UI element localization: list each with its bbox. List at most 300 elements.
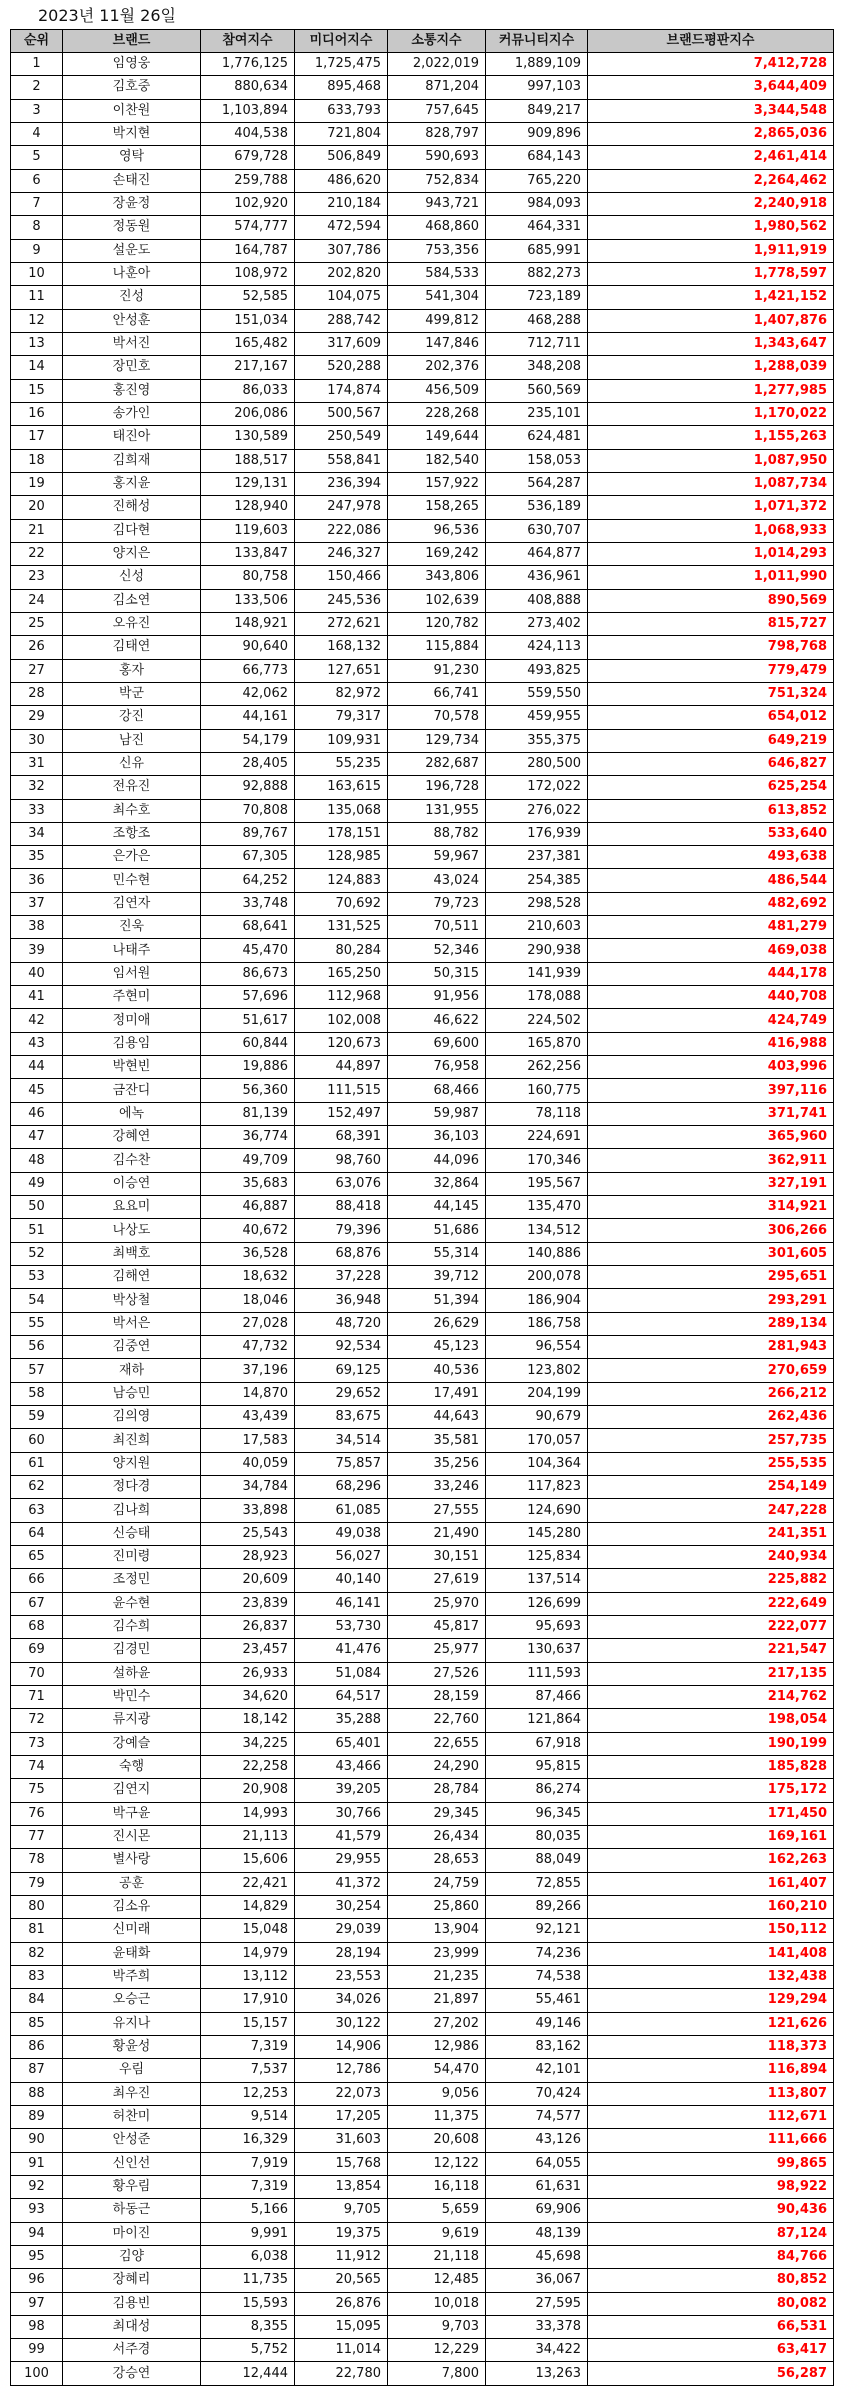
table-row: [11, 2362, 834, 2385]
cell-rank: 78: [11, 1849, 63, 1872]
cell-community: 48,139: [486, 2222, 588, 2245]
cell-media: 53,730: [295, 1615, 388, 1638]
cell-brand: 공훈: [63, 1872, 201, 1895]
cell-participation: 80,758: [201, 566, 295, 589]
cell-rank: 8: [11, 216, 63, 239]
cell-reputation: 3,344,548: [588, 99, 834, 122]
cell-participation: 130,589: [201, 426, 295, 449]
cell-community: 13,263: [486, 2362, 588, 2385]
cell-participation: 56,360: [201, 1079, 295, 1102]
cell-brand: 나태주: [63, 939, 201, 962]
cell-community: 95,693: [486, 1615, 588, 1638]
cell-community: 69,906: [486, 2199, 588, 2222]
cell-reputation: 371,741: [588, 1102, 834, 1125]
table-row: [11, 1079, 834, 1102]
cell-reputation: 255,535: [588, 1452, 834, 1475]
cell-community: 210,603: [486, 916, 588, 939]
cell-rank: 47: [11, 1126, 63, 1149]
cell-community: 178,088: [486, 986, 588, 1009]
cell-participation: 40,672: [201, 1219, 295, 1242]
table-row: [11, 542, 834, 565]
cell-participation: 5,166: [201, 2199, 295, 2222]
table-row: [11, 169, 834, 192]
cell-reputation: 217,135: [588, 1662, 834, 1685]
cell-communication: 70,511: [388, 916, 486, 939]
cell-communication: 28,159: [388, 1685, 486, 1708]
table-row: [11, 589, 834, 612]
cell-communication: 7,800: [388, 2362, 486, 2385]
cell-rank: 44: [11, 1056, 63, 1079]
cell-participation: 86,673: [201, 962, 295, 985]
cell-community: 33,378: [486, 2315, 588, 2338]
cell-communication: 36,103: [388, 1126, 486, 1149]
header-participation-index: 참여지수: [201, 30, 295, 53]
table-row: [11, 239, 834, 262]
table-row: [11, 1196, 834, 1219]
cell-communication: 468,860: [388, 216, 486, 239]
cell-community: 630,707: [486, 519, 588, 542]
cell-brand: 숙행: [63, 1755, 201, 1778]
table-row: [11, 53, 834, 76]
cell-brand: 요요미: [63, 1196, 201, 1219]
cell-participation: 92,888: [201, 776, 295, 799]
cell-participation: 164,787: [201, 239, 295, 262]
cell-media: 82,972: [295, 682, 388, 705]
cell-communication: 45,123: [388, 1336, 486, 1359]
cell-communication: 149,644: [388, 426, 486, 449]
cell-participation: 17,910: [201, 1989, 295, 2012]
table-row: [11, 449, 834, 472]
cell-community: 170,057: [486, 1429, 588, 1452]
table-row: [11, 869, 834, 892]
cell-media: 56,027: [295, 1546, 388, 1569]
cell-communication: 27,619: [388, 1569, 486, 1592]
cell-brand: 윤태화: [63, 1942, 201, 1965]
cell-brand: 박군: [63, 682, 201, 705]
cell-communication: 24,290: [388, 1755, 486, 1778]
cell-brand: 주현미: [63, 986, 201, 1009]
cell-media: 23,553: [295, 1965, 388, 1988]
cell-communication: 590,693: [388, 146, 486, 169]
cell-community: 135,470: [486, 1196, 588, 1219]
cell-community: 254,385: [486, 869, 588, 892]
table-row: [11, 1802, 834, 1825]
cell-participation: 42,062: [201, 682, 295, 705]
table-row: [11, 309, 834, 332]
cell-participation: 64,252: [201, 869, 295, 892]
cell-rank: 76: [11, 1802, 63, 1825]
table-row: [11, 262, 834, 285]
cell-media: 28,194: [295, 1942, 388, 1965]
cell-rank: 100: [11, 2362, 63, 2385]
cell-rank: 43: [11, 1032, 63, 1055]
cell-brand: 장윤정: [63, 192, 201, 215]
cell-community: 104,364: [486, 1452, 588, 1475]
cell-communication: 44,145: [388, 1196, 486, 1219]
cell-participation: 129,131: [201, 472, 295, 495]
cell-communication: 129,734: [388, 729, 486, 752]
cell-rank: 99: [11, 2339, 63, 2362]
table-row: [11, 1662, 834, 1685]
cell-media: 131,525: [295, 916, 388, 939]
cell-community: 36,067: [486, 2269, 588, 2292]
cell-communication: 54,470: [388, 2059, 486, 2082]
cell-community: 204,199: [486, 1382, 588, 1405]
cell-brand: 신승태: [63, 1522, 201, 1545]
cell-community: 235,101: [486, 402, 588, 425]
table-row: [11, 1639, 834, 1662]
cell-community: 140,886: [486, 1242, 588, 1265]
cell-community: 224,691: [486, 1126, 588, 1149]
cell-communication: 10,018: [388, 2292, 486, 2315]
cell-participation: 47,732: [201, 1336, 295, 1359]
cell-reputation: 198,054: [588, 1709, 834, 1732]
cell-communication: 70,578: [388, 706, 486, 729]
cell-community: 564,287: [486, 472, 588, 495]
cell-media: 83,675: [295, 1406, 388, 1429]
cell-media: 210,184: [295, 192, 388, 215]
cell-reputation: 327,191: [588, 1172, 834, 1195]
cell-community: 141,939: [486, 962, 588, 985]
cell-brand: 안성훈: [63, 309, 201, 332]
cell-participation: 12,444: [201, 2362, 295, 2385]
cell-rank: 45: [11, 1079, 63, 1102]
cell-participation: 46,887: [201, 1196, 295, 1219]
cell-brand: 최백호: [63, 1242, 201, 1265]
cell-rank: 69: [11, 1639, 63, 1662]
cell-community: 200,078: [486, 1266, 588, 1289]
cell-community: 468,288: [486, 309, 588, 332]
cell-reputation: 113,807: [588, 2082, 834, 2105]
cell-communication: 16,118: [388, 2175, 486, 2198]
cell-communication: 45,817: [388, 1615, 486, 1638]
cell-brand: 서주경: [63, 2339, 201, 2362]
cell-reputation: 1,778,597: [588, 262, 834, 285]
cell-media: 12,786: [295, 2059, 388, 2082]
table-row: [11, 356, 834, 379]
cell-participation: 57,696: [201, 986, 295, 1009]
cell-participation: 9,514: [201, 2105, 295, 2128]
cell-participation: 51,617: [201, 1009, 295, 1032]
cell-media: 721,804: [295, 122, 388, 145]
table-row: [11, 892, 834, 915]
table-row: [11, 986, 834, 1009]
cell-community: 27,595: [486, 2292, 588, 2315]
cell-communication: 21,235: [388, 1965, 486, 1988]
cell-reputation: 1,011,990: [588, 566, 834, 589]
cell-participation: 165,482: [201, 332, 295, 355]
cell-community: 882,273: [486, 262, 588, 285]
cell-brand: 안성준: [63, 2129, 201, 2152]
cell-participation: 33,898: [201, 1499, 295, 1522]
cell-reputation: 150,112: [588, 1919, 834, 1942]
cell-community: 684,143: [486, 146, 588, 169]
cell-brand: 신미래: [63, 1919, 201, 1942]
cell-brand: 강승연: [63, 2362, 201, 2385]
cell-brand: 이승연: [63, 1172, 201, 1195]
cell-communication: 52,346: [388, 939, 486, 962]
cell-participation: 206,086: [201, 402, 295, 425]
cell-media: 68,296: [295, 1476, 388, 1499]
cell-reputation: 798,768: [588, 636, 834, 659]
header-media-index: 미디어지수: [295, 30, 388, 53]
cell-reputation: 1,155,263: [588, 426, 834, 449]
cell-participation: 34,225: [201, 1732, 295, 1755]
cell-media: 13,854: [295, 2175, 388, 2198]
cell-community: 89,266: [486, 1895, 588, 1918]
cell-community: 195,567: [486, 1172, 588, 1195]
cell-media: 236,394: [295, 472, 388, 495]
cell-reputation: 214,762: [588, 1685, 834, 1708]
cell-brand: 설운도: [63, 239, 201, 262]
cell-brand: 최우진: [63, 2082, 201, 2105]
cell-reputation: 646,827: [588, 752, 834, 775]
cell-communication: 17,491: [388, 1382, 486, 1405]
cell-participation: 188,517: [201, 449, 295, 472]
header-communication-index: 소통지수: [388, 30, 486, 53]
cell-reputation: 112,671: [588, 2105, 834, 2128]
cell-media: 506,849: [295, 146, 388, 169]
cell-reputation: 270,659: [588, 1359, 834, 1382]
table-row: [11, 822, 834, 845]
cell-media: 61,085: [295, 1499, 388, 1522]
cell-rank: 93: [11, 2199, 63, 2222]
table-row: [11, 1149, 834, 1172]
cell-communication: 51,686: [388, 1219, 486, 1242]
cell-participation: 148,921: [201, 612, 295, 635]
table-row: [11, 286, 834, 309]
cell-media: 68,391: [295, 1126, 388, 1149]
table-row: [11, 706, 834, 729]
cell-brand: 재하: [63, 1359, 201, 1382]
table-row: [11, 332, 834, 355]
cell-participation: 81,139: [201, 1102, 295, 1125]
cell-brand: 별사랑: [63, 1849, 201, 1872]
cell-brand: 우림: [63, 2059, 201, 2082]
cell-media: 37,228: [295, 1266, 388, 1289]
cell-participation: 259,788: [201, 169, 295, 192]
cell-rank: 53: [11, 1266, 63, 1289]
cell-rank: 79: [11, 1872, 63, 1895]
cell-community: 124,690: [486, 1499, 588, 1522]
cell-reputation: 225,882: [588, 1569, 834, 1592]
cell-participation: 22,258: [201, 1755, 295, 1778]
cell-participation: 15,157: [201, 2012, 295, 2035]
cell-media: 41,476: [295, 1639, 388, 1662]
cell-rank: 39: [11, 939, 63, 962]
cell-brand: 유지나: [63, 2012, 201, 2035]
cell-media: 127,651: [295, 659, 388, 682]
cell-community: 493,825: [486, 659, 588, 682]
cell-communication: 202,376: [388, 356, 486, 379]
cell-participation: 7,319: [201, 2035, 295, 2058]
table-header-row: [11, 30, 834, 53]
cell-communication: 12,122: [388, 2152, 486, 2175]
cell-rank: 67: [11, 1592, 63, 1615]
cell-participation: 15,606: [201, 1849, 295, 1872]
cell-brand: 전유진: [63, 776, 201, 799]
cell-reputation: 1,087,734: [588, 472, 834, 495]
cell-participation: 70,808: [201, 799, 295, 822]
cell-reputation: 306,266: [588, 1219, 834, 1242]
cell-communication: 26,434: [388, 1825, 486, 1848]
table-row: [11, 1359, 834, 1382]
cell-community: 186,758: [486, 1312, 588, 1335]
cell-media: 163,615: [295, 776, 388, 799]
cell-participation: 23,839: [201, 1592, 295, 1615]
table-row: [11, 1499, 834, 1522]
cell-communication: 131,955: [388, 799, 486, 822]
table-row: [11, 2292, 834, 2315]
cell-rank: 18: [11, 449, 63, 472]
cell-brand: 김양: [63, 2245, 201, 2268]
cell-community: 55,461: [486, 1989, 588, 2012]
cell-community: 87,466: [486, 1685, 588, 1708]
cell-participation: 68,641: [201, 916, 295, 939]
cell-community: 92,121: [486, 1919, 588, 1942]
cell-brand: 은가은: [63, 846, 201, 869]
cell-communication: 9,619: [388, 2222, 486, 2245]
cell-community: 74,577: [486, 2105, 588, 2128]
cell-communication: 28,653: [388, 1849, 486, 1872]
cell-rank: 20: [11, 496, 63, 519]
cell-media: 20,565: [295, 2269, 388, 2292]
cell-brand: 박구윤: [63, 1802, 201, 1825]
cell-participation: 18,632: [201, 1266, 295, 1289]
cell-reputation: 1,421,152: [588, 286, 834, 309]
cell-communication: 24,759: [388, 1872, 486, 1895]
cell-community: 997,103: [486, 76, 588, 99]
cell-reputation: 403,996: [588, 1056, 834, 1079]
cell-communication: 44,096: [388, 1149, 486, 1172]
cell-rank: 82: [11, 1942, 63, 1965]
cell-community: 160,775: [486, 1079, 588, 1102]
cell-community: 49,146: [486, 2012, 588, 2035]
cell-rank: 10: [11, 262, 63, 285]
cell-community: 137,514: [486, 1569, 588, 1592]
cell-community: 459,955: [486, 706, 588, 729]
cell-brand: 김경민: [63, 1639, 201, 1662]
cell-brand: 태진아: [63, 426, 201, 449]
table-row: [11, 1965, 834, 1988]
cell-brand: 영탁: [63, 146, 201, 169]
cell-participation: 217,167: [201, 356, 295, 379]
cell-communication: 35,256: [388, 1452, 486, 1475]
cell-rank: 14: [11, 356, 63, 379]
cell-participation: 28,923: [201, 1546, 295, 1569]
cell-communication: 21,490: [388, 1522, 486, 1545]
table-row: [11, 1592, 834, 1615]
cell-brand: 홍자: [63, 659, 201, 682]
cell-brand: 이찬원: [63, 99, 201, 122]
cell-participation: 33,748: [201, 892, 295, 915]
cell-community: 95,815: [486, 1755, 588, 1778]
cell-media: 202,820: [295, 262, 388, 285]
report-date: 2023년 11월 26일: [38, 6, 176, 25]
cell-participation: 14,870: [201, 1382, 295, 1405]
cell-community: 712,711: [486, 332, 588, 355]
cell-brand: 신인선: [63, 2152, 201, 2175]
cell-media: 35,288: [295, 1709, 388, 1732]
cell-participation: 404,538: [201, 122, 295, 145]
cell-communication: 91,956: [388, 986, 486, 1009]
cell-media: 34,026: [295, 1989, 388, 2012]
cell-media: 29,039: [295, 1919, 388, 1942]
cell-participation: 25,543: [201, 1522, 295, 1545]
cell-reputation: 1,277,985: [588, 379, 834, 402]
cell-participation: 7,537: [201, 2059, 295, 2082]
table-row: [11, 192, 834, 215]
cell-reputation: 169,161: [588, 1825, 834, 1848]
cell-media: 26,876: [295, 2292, 388, 2315]
cell-rank: 54: [11, 1289, 63, 1312]
cell-participation: 108,972: [201, 262, 295, 285]
cell-reputation: 2,240,918: [588, 192, 834, 215]
cell-participation: 151,034: [201, 309, 295, 332]
table-row: [11, 1522, 834, 1545]
cell-participation: 14,993: [201, 1802, 295, 1825]
cell-rank: 72: [11, 1709, 63, 1732]
cell-media: 520,288: [295, 356, 388, 379]
cell-reputation: 365,960: [588, 1126, 834, 1149]
cell-communication: 28,784: [388, 1779, 486, 1802]
cell-reputation: 649,219: [588, 729, 834, 752]
table-row: [11, 99, 834, 122]
cell-media: 128,985: [295, 846, 388, 869]
cell-community: 723,189: [486, 286, 588, 309]
cell-brand: 송가인: [63, 402, 201, 425]
cell-rank: 49: [11, 1172, 63, 1195]
cell-communication: 33,246: [388, 1476, 486, 1499]
cell-reputation: 222,077: [588, 1615, 834, 1638]
cell-media: 112,968: [295, 986, 388, 1009]
cell-media: 135,068: [295, 799, 388, 822]
table-row: [11, 2269, 834, 2292]
cell-rank: 62: [11, 1476, 63, 1499]
cell-brand: 류지광: [63, 1709, 201, 1732]
table-row: [11, 612, 834, 635]
cell-participation: 90,640: [201, 636, 295, 659]
cell-communication: 55,314: [388, 1242, 486, 1265]
table-row: [11, 1825, 834, 1848]
cell-rank: 98: [11, 2315, 63, 2338]
cell-communication: 120,782: [388, 612, 486, 635]
cell-community: 126,699: [486, 1592, 588, 1615]
cell-participation: 6,038: [201, 2245, 295, 2268]
table-row: [11, 1382, 834, 1405]
cell-community: 909,896: [486, 122, 588, 145]
cell-reputation: 162,263: [588, 1849, 834, 1872]
cell-participation: 21,113: [201, 1825, 295, 1848]
cell-participation: 18,142: [201, 1709, 295, 1732]
cell-reputation: 257,735: [588, 1429, 834, 1452]
cell-community: 74,236: [486, 1942, 588, 1965]
cell-community: 536,189: [486, 496, 588, 519]
cell-brand: 박상철: [63, 1289, 201, 1312]
cell-brand: 진해성: [63, 496, 201, 519]
cell-communication: 12,986: [388, 2035, 486, 2058]
cell-participation: 26,837: [201, 1615, 295, 1638]
cell-reputation: 281,943: [588, 1336, 834, 1359]
table-row: [11, 566, 834, 589]
cell-reputation: 444,178: [588, 962, 834, 985]
cell-reputation: 1,980,562: [588, 216, 834, 239]
cell-communication: 30,151: [388, 1546, 486, 1569]
cell-media: 102,008: [295, 1009, 388, 1032]
cell-reputation: 469,038: [588, 939, 834, 962]
cell-reputation: 80,852: [588, 2269, 834, 2292]
table-body: [11, 53, 834, 2386]
